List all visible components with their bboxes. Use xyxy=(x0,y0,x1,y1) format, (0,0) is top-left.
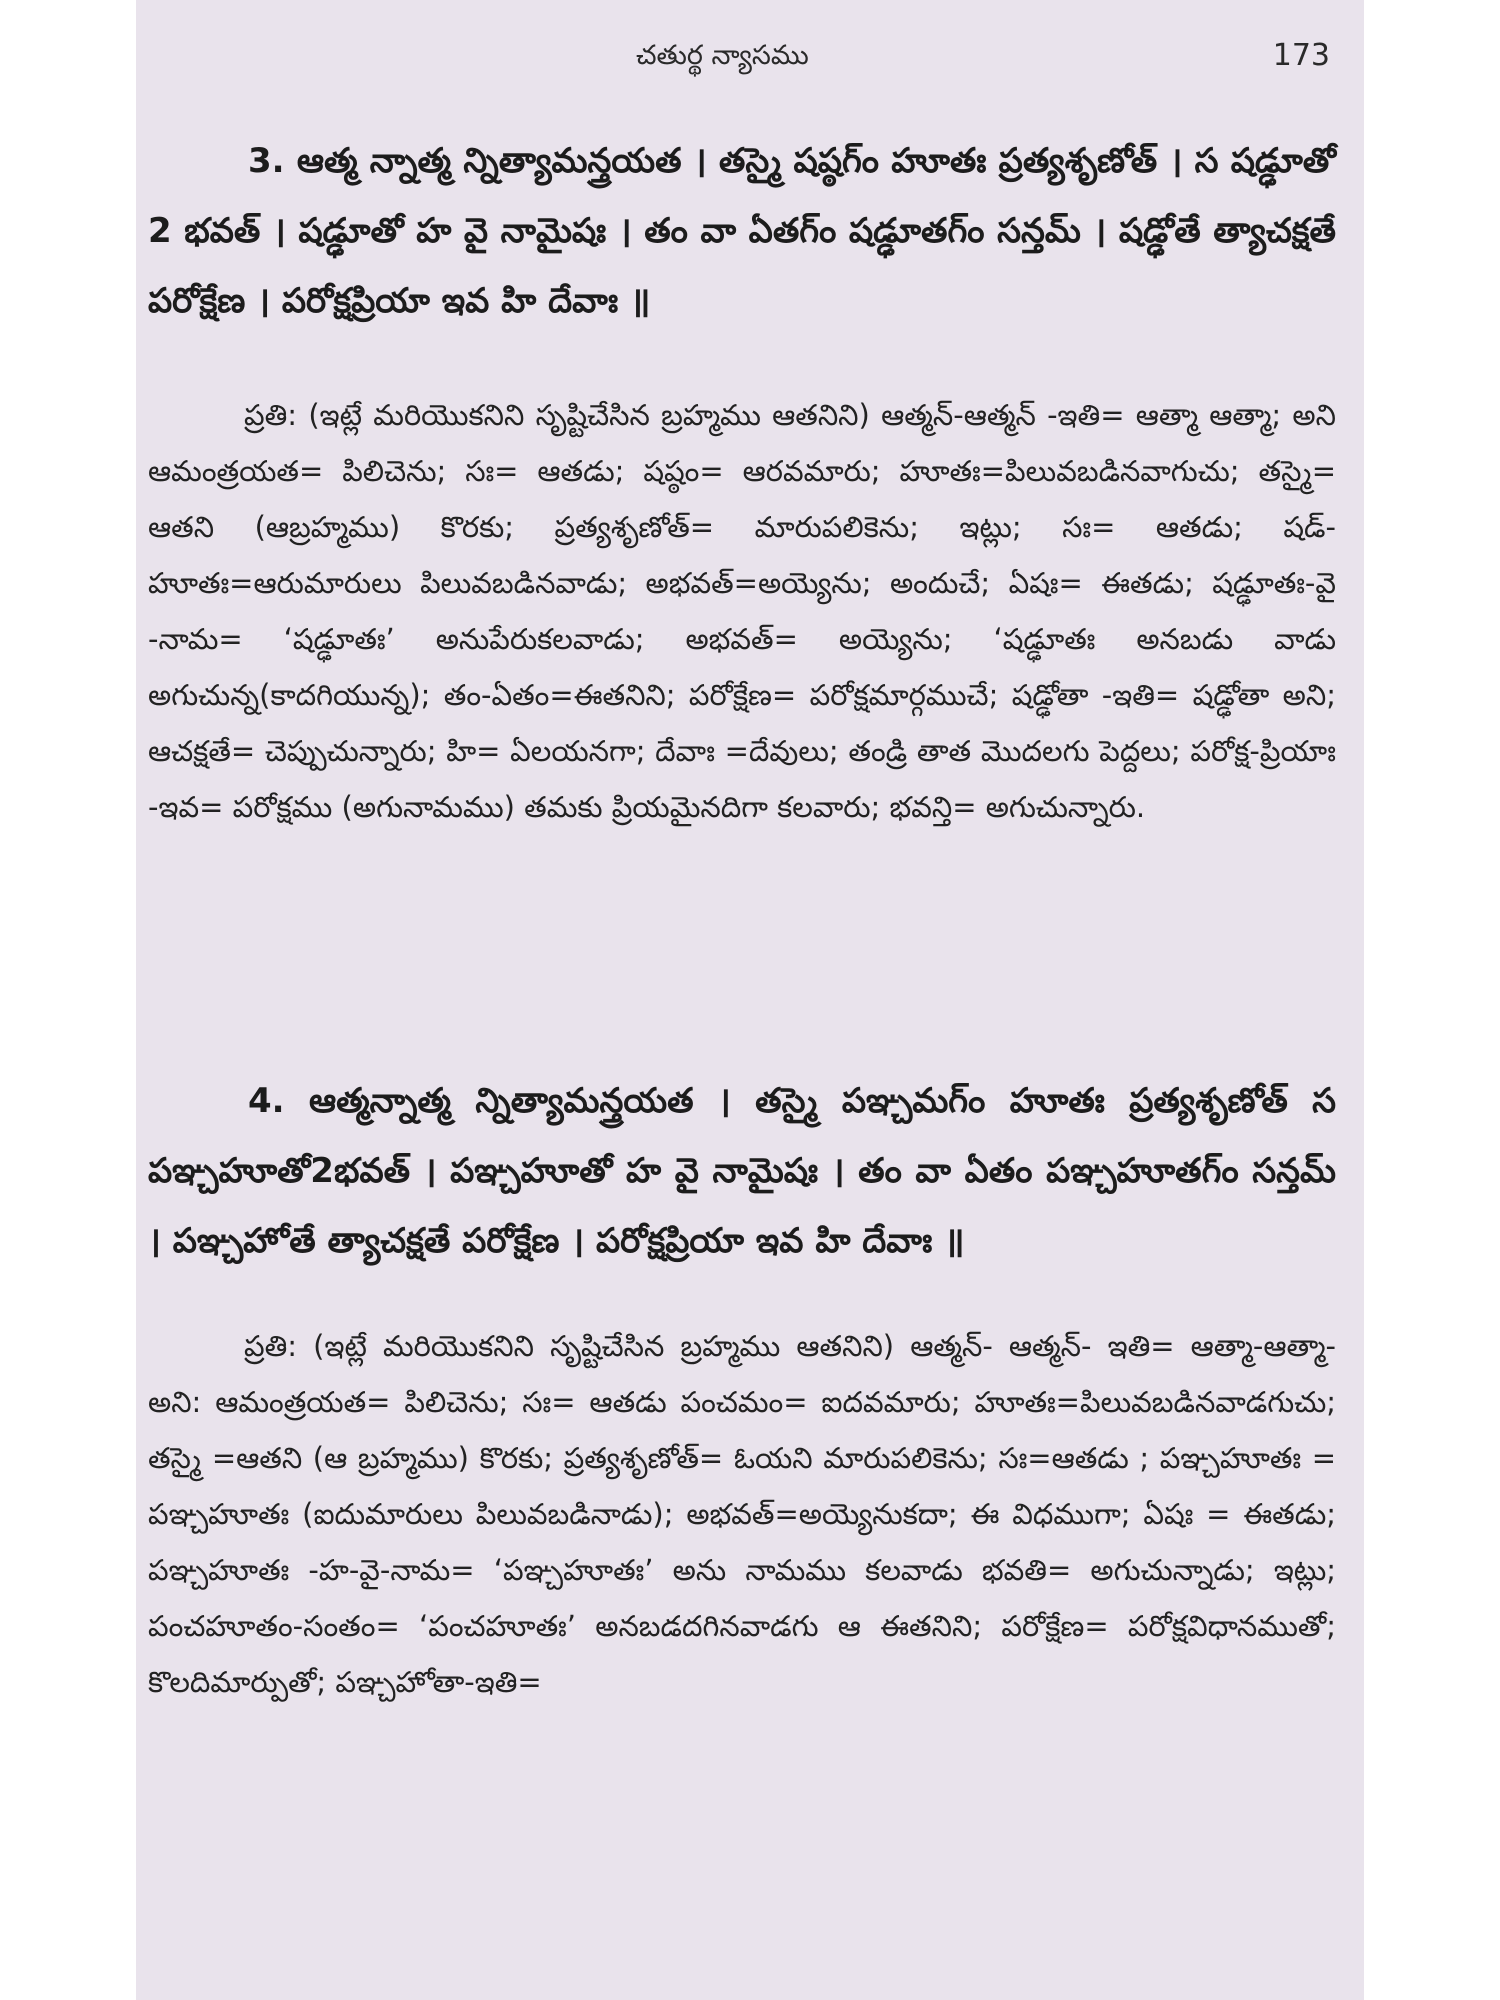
verse-text: ఆత్మన్నాత్మ న్నిత్యామన్త్రయత । తస్మై పఞ్చమగ్ం హూతః ప్రత్యశృణోత్ స పఞ్చహూతో2భవత్ । పఞ్చహూతో హ వై నామైషః । తం వా ఏతం పఞ్చహూతగ్ం సన్తమ్ । పఞ్చహోతే త్యాచక్షతే పరోక్షేణ । పరోక్షప్రియా ఇవ హి దేవాః ॥ xyxy=(148,1081,1337,1261)
running-title: చతుర్థ న్యాసము xyxy=(636,40,809,71)
book-page xyxy=(136,0,1364,2000)
verse-3 xyxy=(148,126,1336,336)
verse-4 xyxy=(148,1066,1336,1276)
page-header xyxy=(136,34,1364,82)
gloss-paragraph-4: ప్రతి: (ఇట్లే మరియొకనిని సృష్టిచేసిన బ్రహ్మము ఆతనిని) ఆత్మన్- ఆత్మన్- ఇతి= ఆత్మా-ఆత్మా- అని: ఆమంత్రయత= పిలిచెను; సః= ఆతడు పంచమం= ఐదవమారు; హూతః=పిలువబడినవాడగుచు; తస్మై =ఆతని (ఆ బ్రహ్మము) కొరకు; ప్రత్యశృణోత్= ఓయని మారుపలికెను; సః=ఆతడు ; పఞ్చహూతః = పఞ్చహూతః (ఐదుమారులు పిలువబడినాడు); అభవత్=అయ్యెనుకదా; ఈ విధముగా; ఏషః = ఈతడు; పఞ్చహూతః -హ-వై-నామ= ‘పఞ్చహూతః’ అను నామము కలవాడు భవతి= అగుచున్నాడు; ఇట్లు; పంచహూతం-సంతం= ‘పంచహూతః’ అనబడదగినవాడగు ఆ ఈతనిని; పరోక్షేణ= పరోక్షవిధానముతో; కొలదిమార్పుతో; పఞ్చహోతా-ఇతి= xyxy=(148,1329,1337,1699)
verse-text: ఆత్మ న్నాత్మ న్నిత్యామన్త్రయత । తస్మై షష్ఠగ్ం హూతః ప్రత్యశృణోత్ । స షడ్ఢూతో 2 భవత్ । షడ్ఢూతో హ వై నామైషః । తం వా ఏతగ్ం షడ్ఢూతగ్ం సన్తమ్ । షడ్ఢోతే త్యాచక్షతే పరోక్షేణ । పరోక్షప్రియా ఇవ హి దేవాః ॥ xyxy=(148,141,1336,321)
gloss-paragraph-3: ప్రతి: (ఇట్లే మరియొకనిని సృష్టిచేసిన బ్రహ్మము ఆతనిని) ఆత్మన్-ఆత్మన్ -ఇతి= ఆత్మా ఆత్మా; అని ఆమంత్రయత= పిలిచెను; సః= ఆతడు; షష్ఠం= ఆరవమారు; హూతః=పిలువబడినవాగుచు; తస్మై= ఆతని (ఆబ్రహ్మము) కొరకు; ప్రత్యశృణోత్= మారుపలికెను; ఇట్లు; సః= ఆతడు; షడ్-హూతః=ఆరుమారులు పిలువబడినవాడు; అభవత్=అయ్యెను; అందుచే; ఏషః= ఈతడు; షడ్ఢూతః-వై -నామ= ‘షడ్ఢూతః’ అనుపేరుకలవాడు; అభవత్= అయ్యెను; ‘షడ్ఢూతః అనబడు వాడు అగుచున్న(కాదగియున్న); తం-ఏతం=ఈతనిని; పరోక్షేణ= పరోక్షమార్గముచే; షడ్ఢోతా -ఇతి= షడ్ఢోతా అని; ఆచక్షతే= చెప్పుచున్నారు; హి= ఏలయనగా; దేవాః =దేవులు; తండ్రి తాత మొదలగు పెద్దలు; పరోక్ష-ప్రియాః -ఇవ= పరోక్షము (అగునామము) తమకు ప్రియమైనదిగా కలవారు; భవన్తి= అగుచున్నారు. xyxy=(148,398,1336,824)
page-number: 173 xyxy=(1272,38,1330,73)
verse-number: 3. xyxy=(248,141,285,181)
verse-number: 4. xyxy=(248,1081,285,1121)
